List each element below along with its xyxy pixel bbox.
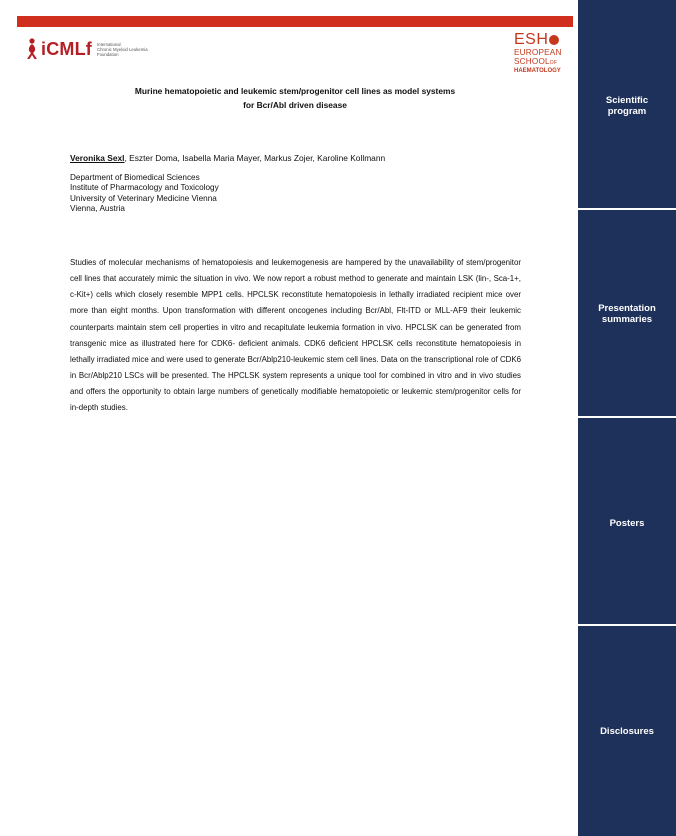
sidebar-item-scientific-program[interactable]: Scientific program: [578, 0, 676, 208]
co-authors: , Eszter Doma, Isabella Maria Mayer, Markus Zojer, Karoline Kollmann: [124, 153, 386, 163]
icml-ribbon-icon: [25, 38, 39, 60]
esh-line-european: EUROPEAN: [514, 48, 562, 57]
sidebar-item-posters[interactable]: Posters: [578, 418, 676, 624]
author-list: [70, 153, 385, 164]
affiliation: Department of Biomedical Sciences Institute of Pharmacology and Toxicology University of Veterinary Medicine Vienna Vienna, Austria: [70, 173, 219, 214]
esh-line-school: SCHOOLOF: [514, 57, 558, 66]
sidebar-nav: [578, 0, 676, 836]
sidebar-item-disclosures[interactable]: Disclosures: [578, 626, 676, 836]
abstract-title: Murine hematopoietic and leukemic stem/progenitor cell lines as model systems for Bcr/Abl driven disease: [134, 86, 456, 110]
abstract-body: Studies of molecular mechanisms of hematopoiesis and leukemogenesis are hampered by the unavailability of stem/progenitor cell lines that accurately mimic the situation in vivo. We now report a robust method to generate and maintain LSK (lin-, Sca-1+, c-Kit+) cells which closely resemble MPP1 cells. HPCLSK reconstitute hematopoiesis in lethally irradiated recipient mice over more than eight months. Upon transformation with different oncogenes including Bcr/Abl, Flt-ITD or MLL-AF9 their leukemic counterparts maintain stem cell properties in vitro and recapitulate leukemia formation in vivo. HPCLSK can be generated from transgenic mice as illustrated here for CDK6- deficient animals. CDK6 deficient HPCLSK cells reconstitute hematopoiesis in lethally irradiated mice and were used to generate Bcr/Ablp210-leukemic stem cell lines. Data on the transcriptional role of CDK6 in Bcr/Ablp210 LSCs will be presented. The HPCLSK system represents a unique tool for combined in vitro and in vivo studies and offers the opportunity to obtain large numbers of genetically modifiable hematopoietic or leukemic stem/progenitor cells for in-depth studies.: [70, 258, 521, 413]
esh-logo: [514, 32, 570, 80]
icml-wordmark: iCMLf: [41, 38, 92, 59]
header-accent-bar: [17, 16, 573, 27]
esh-circle-icon: [549, 35, 559, 45]
icml-logo: [25, 36, 149, 62]
esh-line-haematology: HAEMATOLOGY: [514, 68, 561, 74]
sidebar-item-presentation-summaries[interactable]: Presentation summaries: [578, 210, 676, 416]
icml-subtitle: International Chronic Myeloid Leukemia Foundation: [96, 41, 148, 57]
esh-wordmark: ESH: [514, 32, 570, 48]
presenting-author: Veronika Sexl: [70, 153, 125, 163]
